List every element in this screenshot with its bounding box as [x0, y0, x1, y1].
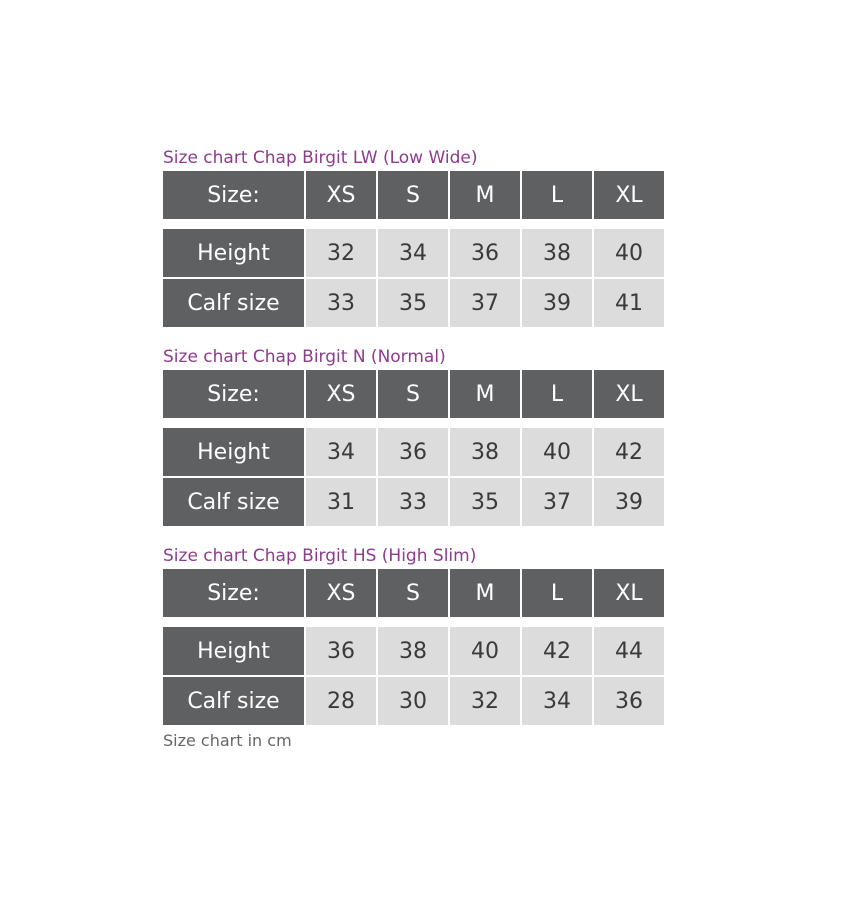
height-value: 32 — [306, 229, 376, 277]
calf-size-value: 37 — [522, 478, 592, 526]
calf-size-value: 35 — [450, 478, 520, 526]
size-xs: XS — [306, 569, 376, 617]
calf-size-value: 30 — [378, 677, 448, 725]
height-value: 34 — [306, 428, 376, 476]
height-value: 38 — [522, 229, 592, 277]
size-header-label: Size: — [163, 569, 304, 617]
size-header-row — [163, 171, 664, 219]
height-row — [163, 627, 664, 675]
calf-size-value: 28 — [306, 677, 376, 725]
size-table — [163, 569, 664, 725]
chart-title: Size chart Chap Birgit LW (Low Wide) — [163, 148, 478, 168]
size-l: L — [522, 569, 592, 617]
size-m: M — [450, 569, 520, 617]
row-label-height: Height — [163, 229, 304, 277]
calf-size-value: 33 — [378, 478, 448, 526]
calf-size-value: 41 — [594, 279, 664, 327]
size-l: L — [522, 171, 592, 219]
size-charts — [163, 145, 664, 750]
calf-size-row — [163, 478, 664, 526]
size-header-row — [163, 569, 664, 617]
height-row — [163, 229, 664, 277]
size-s: S — [378, 171, 448, 219]
height-value: 36 — [378, 428, 448, 476]
height-value: 36 — [306, 627, 376, 675]
row-label-height: Height — [163, 627, 304, 675]
calf-size-value: 34 — [522, 677, 592, 725]
height-value: 42 — [594, 428, 664, 476]
calf-size-value: 32 — [450, 677, 520, 725]
calf-size-value: 37 — [450, 279, 520, 327]
calf-size-value: 36 — [594, 677, 664, 725]
size-header-row — [163, 370, 664, 418]
size-xl: XL — [594, 370, 664, 418]
height-value: 40 — [594, 229, 664, 277]
calf-size-value: 39 — [594, 478, 664, 526]
size-m: M — [450, 171, 520, 219]
height-value: 36 — [450, 229, 520, 277]
calf-size-row — [163, 677, 664, 725]
calf-size-value: 33 — [306, 279, 376, 327]
height-row — [163, 428, 664, 476]
chart-title: Size chart Chap Birgit N (Normal) — [163, 347, 446, 367]
height-value: 34 — [378, 229, 448, 277]
chart-title: Size chart Chap Birgit HS (High Slim) — [163, 546, 477, 566]
size-chart-lw — [163, 145, 664, 327]
height-value: 40 — [522, 428, 592, 476]
size-s: S — [378, 370, 448, 418]
size-xs: XS — [306, 171, 376, 219]
size-xl: XL — [594, 171, 664, 219]
size-l: L — [522, 370, 592, 418]
size-s: S — [378, 569, 448, 617]
calf-size-value: 31 — [306, 478, 376, 526]
size-header-label: Size: — [163, 370, 304, 418]
calf-size-value: 35 — [378, 279, 448, 327]
height-value: 44 — [594, 627, 664, 675]
size-chart-n — [163, 344, 664, 526]
height-value: 40 — [450, 627, 520, 675]
size-table — [163, 171, 664, 327]
size-xs: XS — [306, 370, 376, 418]
row-label-calf-size: Calf size — [163, 478, 304, 526]
height-value: 38 — [450, 428, 520, 476]
row-label-calf-size: Calf size — [163, 279, 304, 327]
row-label-calf-size: Calf size — [163, 677, 304, 725]
unit-footnote: Size chart in cm — [163, 731, 292, 750]
size-header-label: Size: — [163, 171, 304, 219]
size-chart-hs — [163, 543, 664, 725]
height-value: 42 — [522, 627, 592, 675]
height-value: 38 — [378, 627, 448, 675]
size-xl: XL — [594, 569, 664, 617]
size-table — [163, 370, 664, 526]
calf-size-row — [163, 279, 664, 327]
size-m: M — [450, 370, 520, 418]
row-label-height: Height — [163, 428, 304, 476]
calf-size-value: 39 — [522, 279, 592, 327]
